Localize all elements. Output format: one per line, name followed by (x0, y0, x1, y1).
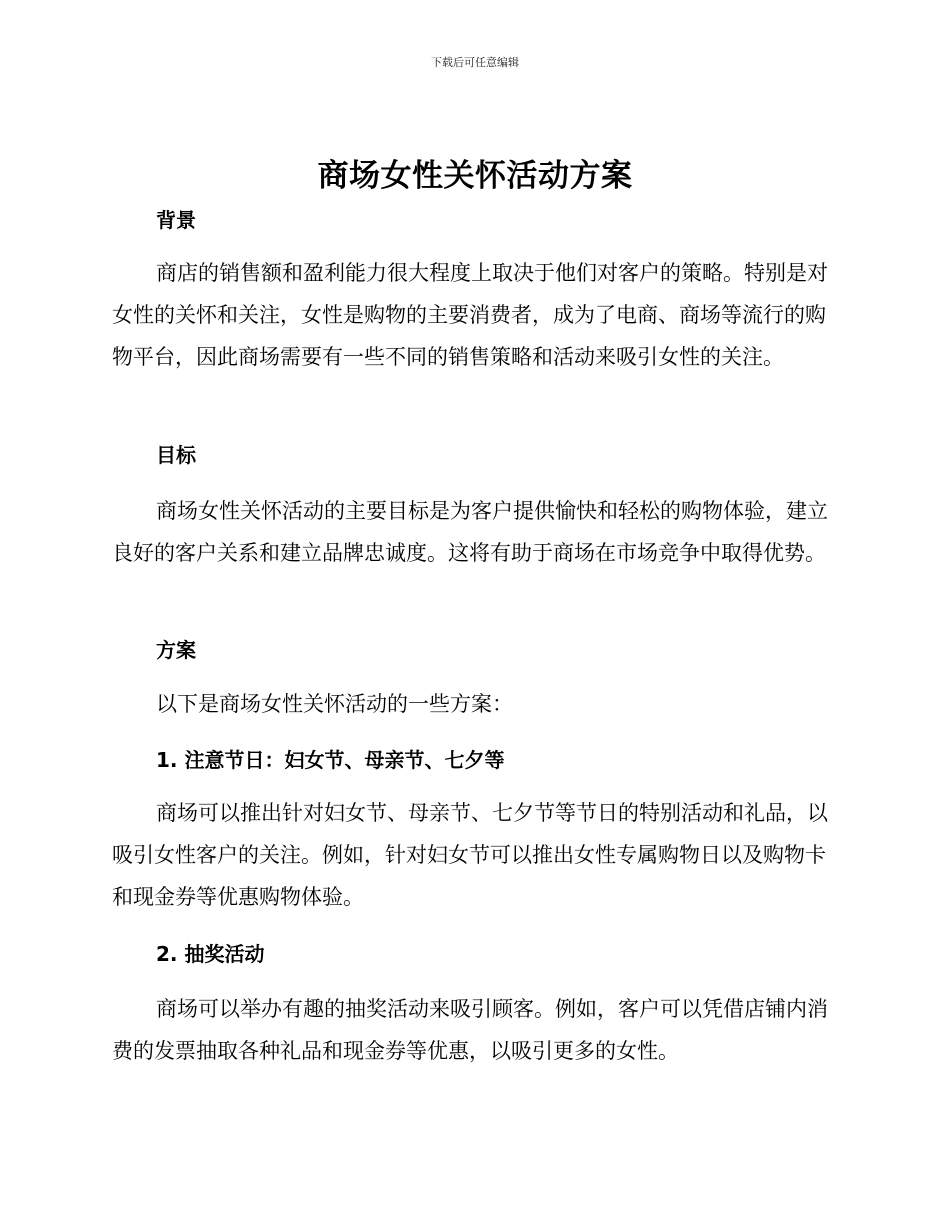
paragraph-lottery: 商场可以举办有趣的抽奖活动来吸引顾客。例如，客户可以凭借店铺内消费的发票抽取各种礼品和现金券等优惠，以吸引更多的女性。 (112, 997, 828, 1063)
paragraph-holidays: 商场可以推出针对妇女节、母亲节、七夕节等节日的特别活动和礼品，以吸引女性客户的关注。例如，针对妇女节可以推出女性专属购物日以及购物卡和现金券等优惠购物体验。 (112, 801, 828, 909)
header-note: 下载后可任意编辑 (431, 56, 519, 69)
paragraph-plan-intro: 以下是商场女性关怀活动的一些方案： (156, 692, 513, 716)
paragraph-background: 商店的销售额和盈利能力很大程度上取决于他们对客户的策略。特别是对女性的关怀和关注，女性是购物的主要消费者，成为了电商、商场等流行的购物平台，因此商场需要有一些不同的销售策略和活动来吸引女性的关注。 (112, 261, 828, 369)
subheading-holidays: 1. 注意节日：妇女节、母亲节、七夕等 (156, 748, 505, 772)
paragraph-goal: 商场女性关怀活动的主要目标是为客户提供愉快和轻松的购物体验，建立良好的客户关系和建立品牌忠诚度。这将有助于商场在市场竞争中取得优势。 (112, 499, 828, 565)
heading-goal: 目标 (156, 443, 196, 467)
heading-background: 背景 (156, 208, 196, 232)
document-title: 商场女性关怀活动方案 (317, 158, 633, 194)
heading-plan: 方案 (156, 638, 196, 662)
subheading-lottery: 2. 抽奖活动 (156, 942, 265, 966)
